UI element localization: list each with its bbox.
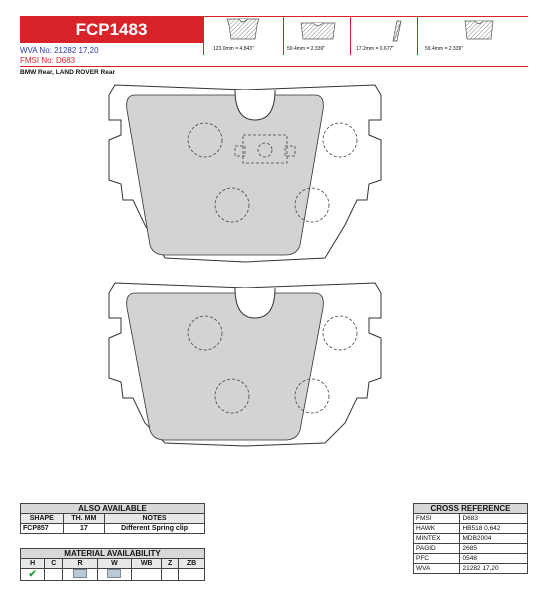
material-col-zb: ZB	[179, 559, 205, 569]
dimension-thickness: 17.2mm = 0.677"	[356, 46, 395, 52]
material-col-w: W	[97, 559, 131, 569]
table-row	[414, 524, 528, 534]
cross-reference-table	[413, 503, 528, 574]
material-availability-table	[20, 548, 205, 581]
xref-key: HAWK	[414, 524, 460, 534]
dimension-height-2: 59.4mm = 2.339"	[425, 46, 464, 52]
table-row	[414, 534, 528, 544]
material-h-cell	[21, 569, 45, 581]
table-row	[414, 514, 528, 524]
material-col-wb: WB	[132, 559, 162, 569]
row-thickness: 17	[63, 524, 105, 534]
pad-icon	[107, 569, 121, 578]
cross-reference-title: CROSS REFERENCE	[414, 504, 528, 514]
col-thickness: TH. MM	[63, 514, 105, 524]
thumb-side-view	[301, 23, 335, 39]
header-divider	[20, 66, 528, 67]
pad-thumbnails	[203, 17, 528, 47]
col-shape: SHAPE	[21, 514, 64, 524]
material-col-c: C	[45, 559, 63, 569]
thumb-thickness-view	[393, 21, 401, 41]
xref-value: 2685	[460, 544, 528, 554]
also-available-table	[20, 503, 205, 534]
material-w-cell	[97, 569, 131, 581]
dimension-width: 123.0mm = 4.843"	[213, 46, 254, 52]
col-notes: NOTES	[105, 514, 205, 524]
thumb-back-view	[465, 21, 493, 39]
friction-material-top	[127, 95, 324, 255]
table-row	[414, 564, 528, 574]
material-wb-cell	[132, 569, 162, 581]
material-c-cell	[45, 569, 63, 581]
row-shape: FCP857	[21, 524, 64, 534]
xref-value: 21282 17,20	[460, 564, 528, 574]
xref-key: MINTEX	[414, 534, 460, 544]
pad-drawing-top	[95, 80, 395, 275]
table-row	[414, 544, 528, 554]
xref-value: HB518 0,642	[460, 524, 528, 534]
material-r-cell	[63, 569, 97, 581]
material-col-h: H	[21, 559, 45, 569]
material-col-r: R	[63, 559, 97, 569]
dimension-height: 59.4mm = 2.339"	[287, 46, 326, 52]
material-col-z: Z	[162, 559, 179, 569]
xref-key: WVA	[414, 564, 460, 574]
xref-key: PAGID	[414, 544, 460, 554]
thumb-front-view	[227, 19, 259, 39]
wva-number: WVA No: 21282 17,20	[20, 46, 99, 55]
xref-value: MDB2004	[460, 534, 528, 544]
vehicle-application: BMW Rear, LAND ROVER Rear	[20, 69, 115, 76]
pad-icon	[73, 569, 87, 578]
table-row	[21, 524, 205, 534]
part-number-title: FCP1483	[20, 16, 203, 43]
also-available-title: ALSO AVAILABLE	[21, 504, 205, 514]
fmsi-number: FMSI No: D683	[20, 56, 76, 65]
material-title: MATERIAL AVAILABILITY	[21, 549, 205, 559]
xref-value: D683	[460, 514, 528, 524]
row-notes: Different Spring clip	[105, 524, 205, 534]
xref-key: PFC	[414, 554, 460, 564]
material-z-cell	[162, 569, 179, 581]
xref-value: 0548	[460, 554, 528, 564]
check-icon: ✔	[28, 569, 37, 580]
xref-key: FMSI	[414, 514, 460, 524]
table-row	[414, 554, 528, 564]
material-zb-cell	[179, 569, 205, 581]
pad-drawing-bottom	[95, 278, 395, 453]
friction-material-bottom	[127, 293, 324, 440]
